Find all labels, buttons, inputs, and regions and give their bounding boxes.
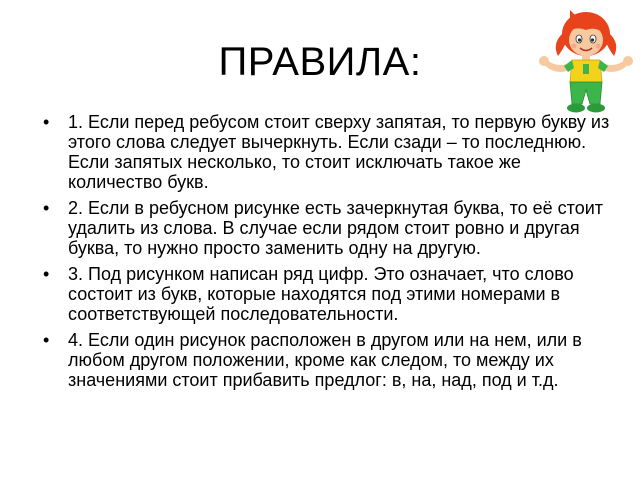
rule-item bbox=[40, 264, 612, 324]
bullet: • bbox=[43, 198, 50, 218]
bullet: • bbox=[43, 112, 50, 132]
cartoon-girl-mascot-icon bbox=[534, 4, 638, 116]
bullet: • bbox=[43, 264, 50, 284]
rule-item bbox=[40, 112, 612, 192]
rule-text: 3. Под рисунком написан ряд цифр. Это означает, что слово состоит из букв, которые находятся под этими номерами в соответствующей последовательности. bbox=[68, 264, 574, 324]
bullet: • bbox=[43, 330, 50, 350]
slide-title: ПРАВИЛА: bbox=[218, 40, 422, 84]
rules-list bbox=[40, 112, 612, 396]
rule-text: 4. Если один рисунок расположен в другом или на нем, или в любом другом положении, кроме как следом, то между их значениями стоит прибавить предлог: в, на, над, под и т.д. bbox=[68, 330, 582, 390]
rule-text: 2. Если в ребусном рисунке есть зачеркнутая буква, то её стоит удалить из слова. В случае если рядом стоит ровно и другая буква, то нужно просто заменить одну на другую. bbox=[68, 198, 603, 258]
rule-item bbox=[40, 198, 612, 258]
rule-text: 1. Если перед ребусом стоит сверху запятая, то первую букву из этого слова следует вычеркнуть. Если сзади – то последнюю. Если запятых несколько, то стоит исключать такое же количество букв. bbox=[68, 112, 610, 192]
rule-item bbox=[40, 330, 612, 390]
